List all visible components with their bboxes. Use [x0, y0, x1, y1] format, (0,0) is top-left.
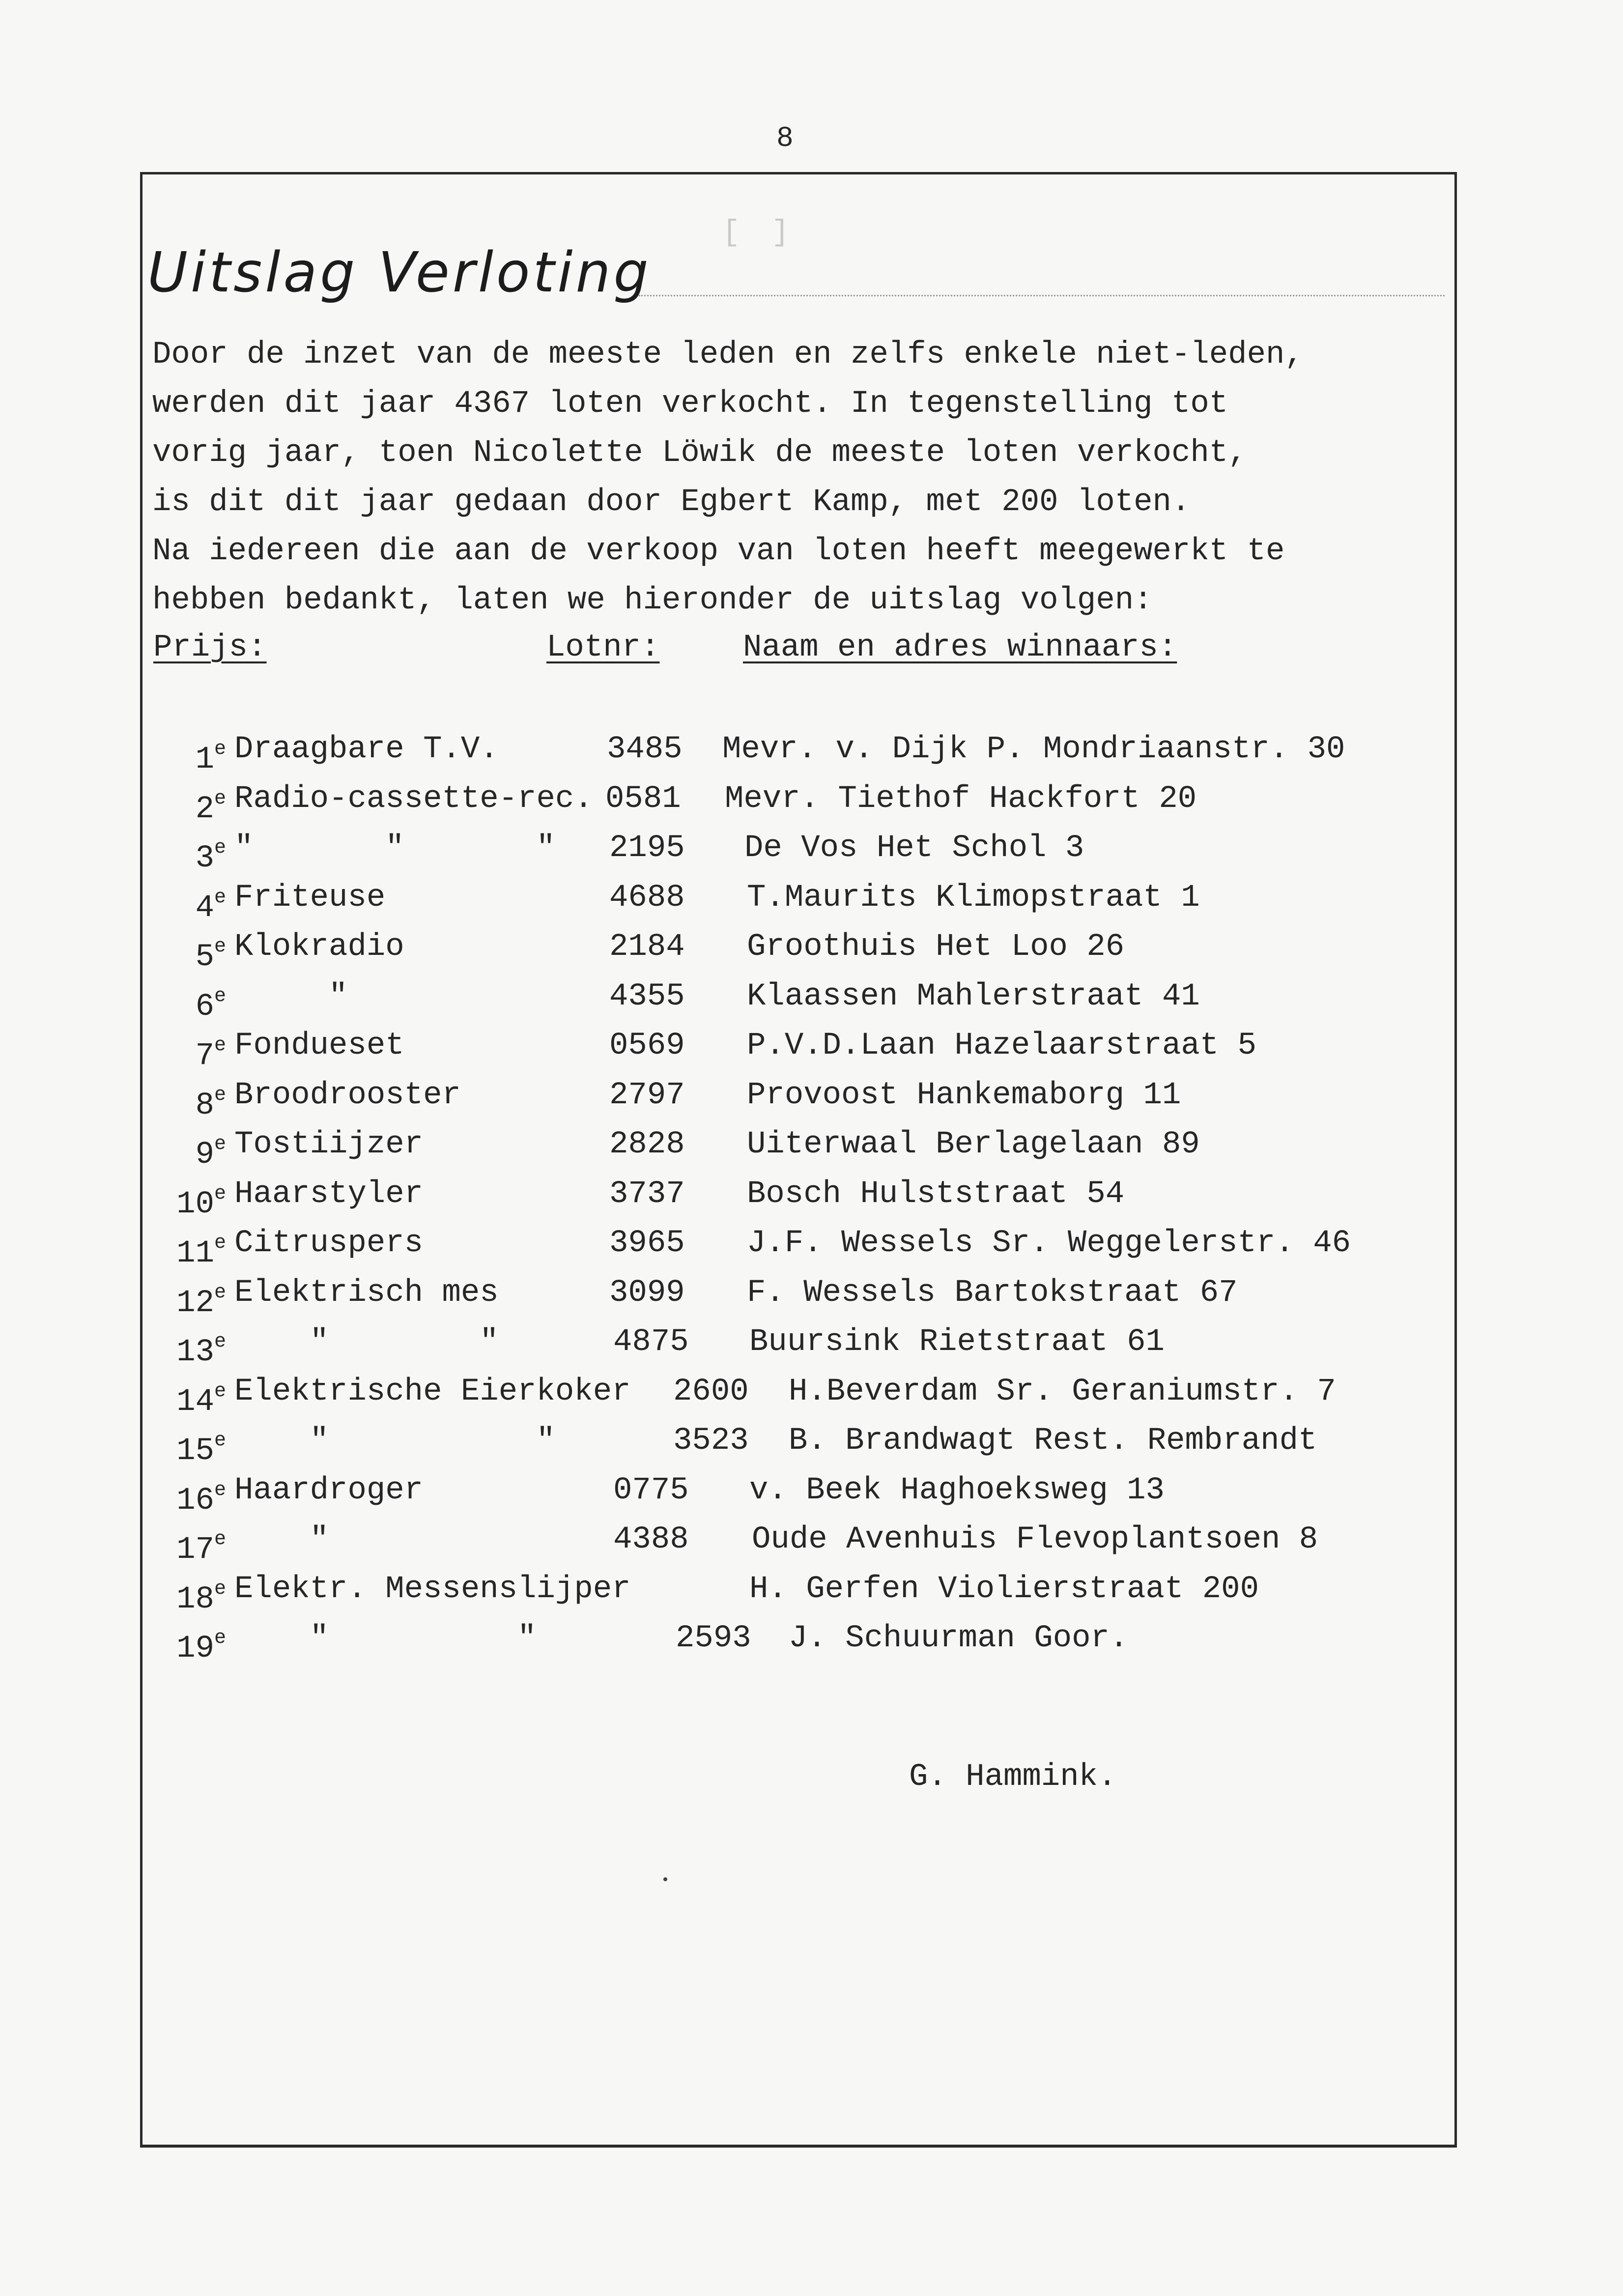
result-winner: P.V.D.Laan Hazelaarstraat 5: [747, 1028, 1256, 1063]
result-rank: [157, 1614, 226, 1673]
intro-line: vorig jaar, toen Nicolette Löwik de meeste loten verkocht,: [152, 435, 1247, 471]
rank-number: 16: [176, 1483, 214, 1519]
rank-number: 17: [176, 1532, 214, 1568]
result-row: [0, 1268, 1623, 1321]
page-number: 8: [776, 123, 794, 155]
result-prize: " " ": [234, 831, 555, 866]
result-row: [0, 1219, 1623, 1271]
result-row: [0, 873, 1623, 926]
result-prize: Haardroger: [234, 1472, 424, 1508]
rank-suffix: e: [214, 1084, 226, 1106]
result-row: [0, 1614, 1623, 1664]
result-prize: Broodrooster: [234, 1077, 461, 1113]
result-lot-number: 2195: [609, 831, 685, 866]
result-winner: F. Wessels Bartokstraat 67: [747, 1275, 1238, 1311]
result-winner: Buursink Rietstraat 61: [749, 1324, 1165, 1360]
rank-number: 12: [176, 1285, 214, 1321]
rank-number: 11: [176, 1236, 214, 1271]
result-prize: Fondueset: [234, 1028, 404, 1063]
header-prize: Prijs:: [153, 630, 267, 665]
intro-line: hebben bedankt, laten we hieronder de uitslag volgen:: [152, 583, 1153, 618]
results-header: [0, 630, 1623, 679]
result-winner: H. Gerfen Violierstraat 200: [749, 1571, 1259, 1607]
intro-line: Door de inzet van de meeste leden en zelfs enkele niet-leden,: [152, 337, 1304, 373]
result-prize: Tostiijzer: [234, 1127, 424, 1162]
result-prize: Elektrische Eierkoker: [234, 1374, 631, 1409]
result-lot-number: 3099: [609, 1275, 685, 1311]
result-row: [0, 1120, 1623, 1173]
result-row: [0, 1565, 1623, 1617]
result-prize: Elektr. Messenslijper: [234, 1571, 631, 1607]
rank-suffix: e: [214, 1479, 226, 1501]
rank-number: 13: [176, 1335, 214, 1370]
result-row: [0, 1515, 1623, 1568]
result-prize: Elektrisch mes: [234, 1275, 499, 1311]
result-lot-number: 4388: [613, 1522, 689, 1557]
result-lot-number: 2184: [609, 929, 685, 965]
result-winner: H.Beverdam Sr. Geraniumstr. 7: [789, 1374, 1336, 1409]
result-winner: Mevr. Tiethof Hackfort 20: [725, 781, 1197, 817]
result-lot-number: 0581: [605, 781, 681, 817]
result-prize: Citruspers: [234, 1226, 424, 1261]
header-winner: Naam en adres winnaars:: [743, 630, 1177, 665]
result-lot-number: 4355: [609, 978, 685, 1014]
rank-suffix: e: [214, 985, 226, 1007]
rank-number: 15: [176, 1434, 214, 1469]
result-row: [0, 1170, 1623, 1222]
rank-number: 9: [195, 1137, 214, 1173]
rank-number: 3: [195, 841, 214, 876]
rank-number: 19: [176, 1631, 214, 1666]
result-lot-number: 2797: [609, 1077, 685, 1113]
rank-suffix: e: [214, 886, 226, 909]
result-winner: Oude Avenhuis Flevoplantsoen 8: [752, 1522, 1318, 1557]
result-row: [0, 1367, 1623, 1420]
result-prize: Radio-cassette-rec.: [234, 781, 593, 817]
signature: G. Hammink.: [909, 1759, 1117, 1795]
result-row: [0, 922, 1623, 975]
result-lot-number: 2593: [676, 1621, 751, 1656]
result-winner: Uiterwaal Berlagelaan 89: [747, 1127, 1200, 1162]
intro-line: is dit dit jaar gedaan door Egbert Kamp, met 200 loten.: [152, 485, 1191, 520]
result-row: [0, 725, 1623, 775]
rank-suffix: e: [214, 738, 226, 760]
rank-suffix: e: [214, 1430, 226, 1452]
ink-speck: [663, 1877, 667, 1881]
rank-suffix: e: [214, 1578, 226, 1600]
result-prize: ": [234, 1522, 329, 1557]
result-winner: J. Schuurman Goor.: [789, 1621, 1129, 1656]
intro-paragraph: [152, 330, 1440, 625]
rank-number: 18: [176, 1581, 214, 1617]
rank-suffix: e: [214, 936, 226, 958]
result-lot-number: 3485: [607, 732, 683, 767]
result-prize: " ": [234, 1324, 499, 1360]
result-lot-number: 4875: [613, 1324, 689, 1360]
header-lot: Lotnr:: [546, 630, 660, 665]
result-row: [0, 1021, 1623, 1074]
rank-suffix: e: [214, 1034, 226, 1057]
results-list: [0, 725, 1623, 1664]
rank-suffix: e: [214, 1380, 226, 1403]
result-lot-number: 0775: [613, 1472, 689, 1508]
rank-suffix: e: [214, 1627, 226, 1649]
rank-number: 8: [195, 1088, 214, 1123]
result-row: [0, 1318, 1623, 1370]
result-prize: " ": [234, 1423, 555, 1459]
result-winner: B. Brandwagt Rest. Rembrandt: [789, 1423, 1317, 1459]
result-winner: J.F. Wessels Sr. Weggelerstr. 46: [747, 1226, 1351, 1261]
result-winner: Mevr. v. Dijk P. Mondriaanstr. 30: [722, 732, 1345, 767]
page-title: Uitslag Verloting: [147, 241, 652, 305]
result-row: [0, 972, 1623, 1025]
rank-suffix: e: [214, 1281, 226, 1304]
result-row: [0, 1416, 1623, 1469]
result-prize: Draagbare T.V.: [234, 732, 499, 767]
intro-line: werden dit jaar 4367 loten verkocht. In tegenstelling tot: [152, 386, 1228, 422]
result-lot-number: 3523: [673, 1423, 749, 1459]
rank-suffix: e: [214, 1133, 226, 1155]
result-lot-number: 3965: [609, 1226, 685, 1261]
rank-suffix: e: [214, 1232, 226, 1254]
result-winner: Groothuis Het Loo 26: [747, 929, 1125, 965]
rank-suffix: e: [214, 1182, 226, 1205]
rank-suffix: e: [214, 837, 226, 859]
rank-suffix: e: [214, 1331, 226, 1353]
rank-number: 6: [195, 989, 214, 1025]
result-lot-number: 2828: [609, 1127, 685, 1162]
result-lot-number: 4688: [609, 880, 685, 916]
result-row: [0, 824, 1623, 876]
title-rule: [639, 295, 1445, 296]
intro-line: Na iedereen die aan de verkoop van loten heeft meegewerkt te: [152, 534, 1285, 569]
result-lot-number: 3737: [609, 1176, 685, 1212]
result-prize: Klokradio: [234, 929, 404, 965]
result-winner: Klaassen Mahlerstraat 41: [747, 978, 1200, 1014]
result-lot-number: 0569: [609, 1028, 685, 1063]
rank-suffix: e: [214, 787, 226, 810]
rank-number: 7: [195, 1038, 214, 1074]
result-winner: Provoost Hankemaborg 11: [747, 1077, 1181, 1113]
result-prize: " ": [234, 1621, 537, 1656]
faded-stamp: [ ]: [722, 216, 797, 250]
result-row: [0, 1071, 1623, 1123]
result-lot-number: 2600: [673, 1374, 749, 1409]
rank-number: 14: [176, 1384, 214, 1420]
result-winner: v. Beek Haghoeksweg 13: [749, 1472, 1165, 1508]
result-row: [0, 775, 1623, 827]
rank-number: 1: [195, 742, 214, 777]
result-winner: Bosch Hulststraat 54: [747, 1176, 1125, 1212]
rank-number: 4: [195, 890, 214, 926]
result-row: [0, 1466, 1623, 1519]
result-prize: Haarstyler: [234, 1176, 424, 1212]
result-winner: T.Maurits Klimopstraat 1: [747, 880, 1200, 916]
rank-number: 2: [195, 791, 214, 827]
rank-number: 10: [176, 1186, 214, 1222]
rank-suffix: e: [214, 1528, 226, 1550]
result-winner: De Vos Het Schol 3: [744, 831, 1084, 866]
result-prize: Friteuse: [234, 880, 386, 916]
rank-number: 5: [195, 940, 214, 975]
result-prize: ": [234, 978, 348, 1014]
